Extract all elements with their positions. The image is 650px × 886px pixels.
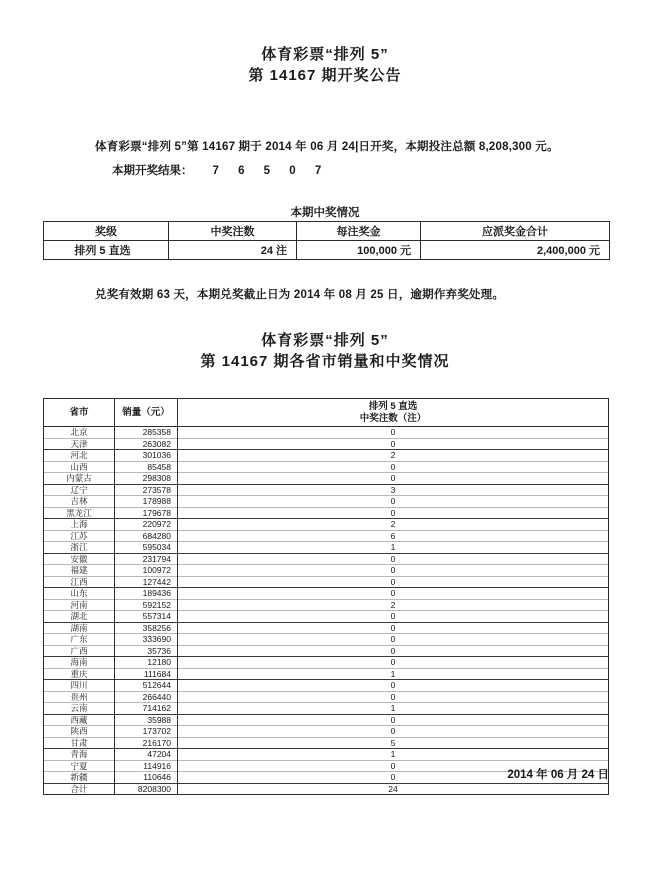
sales-amount: 333690 [115,634,178,646]
province-name: 浙江 [44,542,115,554]
sales-amount: 684280 [115,530,178,542]
sales-amount: 127442 [115,576,178,588]
province-row [44,565,609,577]
win-count: 0 [178,691,609,703]
sales-amount: 178988 [115,496,178,508]
win-count: 2 [178,519,609,531]
province-row [44,450,609,462]
province-row [44,611,609,623]
prize-table [43,221,610,260]
province-row [44,496,609,508]
win-count: 1 [178,542,609,554]
province-name: 广西 [44,645,115,657]
win-count: 0 [178,496,609,508]
sales-amount: 220972 [115,519,178,531]
province-name: 贵州 [44,691,115,703]
province-name: 北京 [44,427,115,439]
win-count: 0 [178,507,609,519]
province-name: 安徽 [44,553,115,565]
sales-amount: 273578 [115,484,178,496]
province-name: 天津 [44,438,115,450]
sales-amount: 110646 [115,772,178,784]
province-name: 河北 [44,450,115,462]
prize-level: 排列 5 直选 [44,241,169,260]
win-count: 0 [178,427,609,439]
win-count: 0 [178,726,609,738]
province-title-line2: 第 14167 期各省市销量和中奖情况 [200,353,450,370]
province-name: 西藏 [44,714,115,726]
win-count: 1 [178,749,609,761]
province-row [44,645,609,657]
win-count: 0 [178,565,609,577]
sales-amount: 263082 [115,438,178,450]
province-col-header: 省市 [44,399,115,427]
win-col-header [178,399,609,427]
sales-amount: 179678 [115,507,178,519]
win-count: 0 [178,576,609,588]
province-name: 海南 [44,657,115,669]
prize-col-header-total: 应派奖金合计 [421,222,610,241]
prize-col-header-level: 奖级 [44,222,169,241]
province-row [44,576,609,588]
sales-amount: 595034 [115,542,178,554]
province-row [44,438,609,450]
province-name: 新疆 [44,772,115,784]
doc-title [0,44,650,86]
sales-amount: 173702 [115,726,178,738]
province-row [44,599,609,611]
province-row [44,507,609,519]
sales-amount: 35988 [115,714,178,726]
province-name: 黑龙江 [44,507,115,519]
province-name: 云南 [44,703,115,715]
province-name: 甘肃 [44,737,115,749]
province-row [44,484,609,496]
prize-total: 2,400,000 元 [421,241,610,260]
win-count: 0 [178,645,609,657]
sales-amount: 85458 [115,461,178,473]
win-count: 1 [178,703,609,715]
total-row [44,783,609,795]
province-name: 辽宁 [44,484,115,496]
sales-amount: 557314 [115,611,178,623]
province-name: 山东 [44,588,115,600]
sales-amount: 111684 [115,668,178,680]
win-count: 6 [178,530,609,542]
win-count: 0 [178,772,609,784]
doc-title-line2: 第 14167 期开奖公告 [248,67,402,84]
province-row [44,622,609,634]
win-count: 0 [178,657,609,669]
sales-amount: 12180 [115,657,178,669]
sales-amount: 35736 [115,645,178,657]
province-name: 山西 [44,461,115,473]
win-count: 0 [178,588,609,600]
sales-col-header: 销量（元） [115,399,178,427]
win-count: 5 [178,737,609,749]
province-row [44,737,609,749]
sales-amount: 714162 [115,703,178,715]
province-row [44,714,609,726]
sales-amount: 298308 [115,473,178,485]
prize-col-header-count: 中奖注数 [169,222,297,241]
province-row [44,634,609,646]
province-row [44,519,609,531]
win-count: 0 [178,714,609,726]
sales-amount: 512644 [115,680,178,692]
win-count: 3 [178,484,609,496]
win-count: 0 [178,634,609,646]
sales-amount: 592152 [115,599,178,611]
province-row [44,657,609,669]
prize-table-data-row [44,241,610,260]
province-row [44,461,609,473]
province-name: 陕西 [44,726,115,738]
win-count: 0 [178,622,609,634]
draw-result-label: 本期开奖结果： [112,165,193,177]
prize-amount: 100,000 元 [297,241,421,260]
province-title-line1: 体育彩票“排列 5” [261,332,389,349]
province-table [43,398,609,795]
province-name: 湖北 [44,611,115,623]
sales-amount: 231794 [115,553,178,565]
sales-amount: 100972 [115,565,178,577]
sales-amount: 358256 [115,622,178,634]
win-count: 0 [178,760,609,772]
province-section-title [0,330,650,372]
sales-amount: 114916 [115,760,178,772]
province-row [44,680,609,692]
province-name: 重庆 [44,668,115,680]
province-name: 湖南 [44,622,115,634]
win-count: 24 [178,783,609,795]
province-row [44,427,609,439]
win-count: 2 [178,450,609,462]
sales-amount: 189436 [115,588,178,600]
prize-table-header-row [44,222,610,241]
win-count: 0 [178,438,609,450]
province-row [44,703,609,715]
win-count: 0 [178,473,609,485]
prize-count: 24 注 [169,241,297,260]
win-col-header-line1: 排列 5 直选 [368,400,418,412]
win-count: 0 [178,553,609,565]
province-name: 江苏 [44,530,115,542]
sales-amount: 8208300 [115,783,178,795]
province-name: 内蒙古 [44,473,115,485]
province-name: 青海 [44,749,115,761]
sales-amount: 266440 [115,691,178,703]
province-name: 宁夏 [44,760,115,772]
win-col-header-line2: 中奖注数（注） [359,412,427,424]
province-name: 福建 [44,565,115,577]
win-count: 2 [178,599,609,611]
sales-amount: 285358 [115,427,178,439]
province-row [44,691,609,703]
province-row [44,473,609,485]
sales-amount: 216170 [115,737,178,749]
province-name: 四川 [44,680,115,692]
doc-title-line1: 体育彩票“排列 5” [261,46,389,63]
prize-table-caption: 本期中奖情况 [290,207,360,219]
draw-result-line [112,162,329,178]
province-name: 上海 [44,519,115,531]
province-row [44,542,609,554]
province-name: 吉林 [44,496,115,508]
sales-amount: 47204 [115,749,178,761]
intro-paragraph: 体育彩票“排列 5”第 14167 期于 2014 年 06 月 24|日开奖，本期投注总额 8,208,300 元。 [95,141,559,153]
sales-amount: 301036 [115,450,178,462]
province-row [44,749,609,761]
prize-col-header-amount: 每注奖金 [297,222,421,241]
province-name: 江西 [44,576,115,588]
province-row [44,588,609,600]
province-row [44,553,609,565]
footer-date: 2014 年 06 月 24 日 [507,769,609,781]
win-count: 0 [178,611,609,623]
province-name: 广东 [44,634,115,646]
province-row [44,530,609,542]
win-count: 0 [178,680,609,692]
win-count: 1 [178,668,609,680]
draw-result-numbers: 7 6 5 0 7 [212,165,330,177]
win-count: 0 [178,461,609,473]
province-name: 河南 [44,599,115,611]
province-row [44,668,609,680]
province-row [44,726,609,738]
redeem-note: 兑奖有效期 63 天，本期兑奖截止日为 2014 年 08 月 25 日，逾期作弃奖处理。 [95,289,505,301]
province-table-header-row [44,399,609,427]
total-label: 合计 [44,783,115,795]
